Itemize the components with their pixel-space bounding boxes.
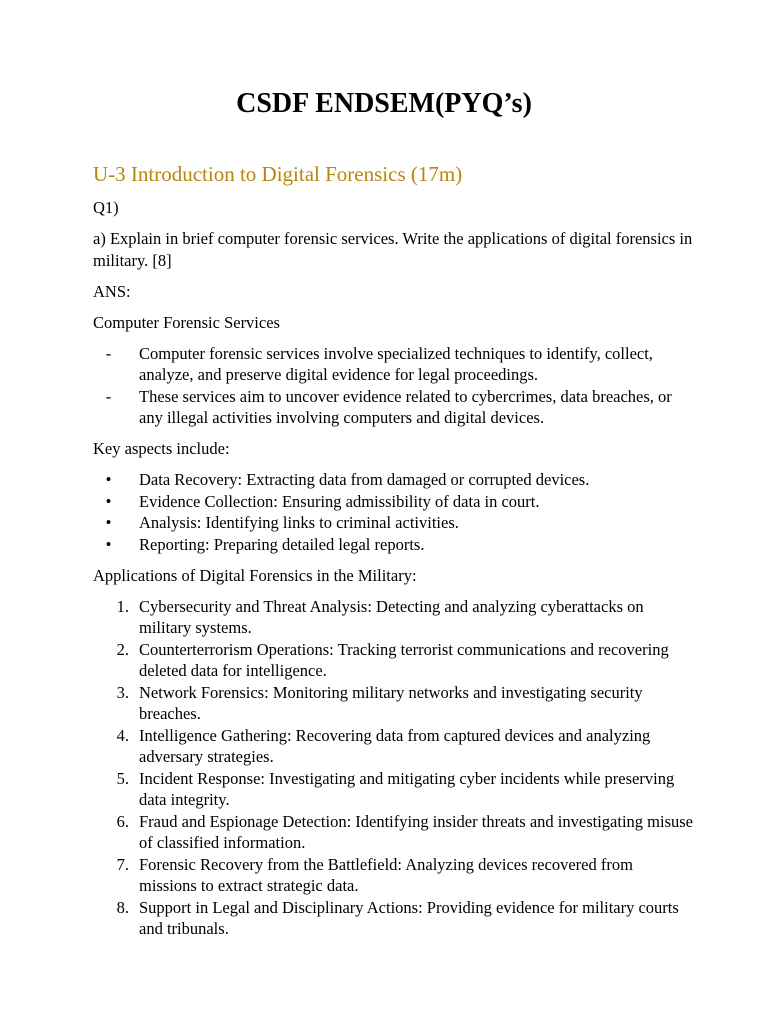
list-item <box>93 639 693 682</box>
answer-label: ANS: <box>93 281 131 301</box>
key-aspects-heading: Key aspects include: <box>93 439 230 458</box>
list-item <box>93 682 693 725</box>
list-number: 7. <box>116 854 129 874</box>
list-item <box>93 386 693 429</box>
list-item-text: Counterterrorism Operations: Tracking terrorist communications and recovering deleted data for intelligence. <box>139 639 669 680</box>
bullet-icon: • <box>105 513 112 532</box>
question-label: Q1) <box>93 198 119 217</box>
list-number: 5. <box>116 768 129 788</box>
services-heading: Computer Forensic Services <box>93 312 280 332</box>
list-item <box>93 811 693 854</box>
list-number: 2. <box>116 639 129 659</box>
list-item <box>93 897 693 940</box>
military-numbered-list <box>93 596 693 940</box>
list-item <box>93 854 693 897</box>
bullet-icon: • <box>105 491 112 511</box>
services-dash-list <box>93 343 693 429</box>
list-item <box>93 343 693 386</box>
document-body <box>93 197 693 949</box>
list-item-text: Cybersecurity and Threat Analysis: Detecting and analyzing cyberattacks on military systems. <box>139 596 644 637</box>
document-title: CSDF ENDSEM(PYQ’s) <box>236 88 532 119</box>
bullet-icon: • <box>105 470 112 489</box>
list-item-text: Forensic Recovery from the Battlefield: Analyzing devices recovered from missions to extract strategic data. <box>139 854 633 895</box>
list-item-text: Analysis: Identifying links to criminal activities. <box>139 513 459 532</box>
list-number: 4. <box>116 725 129 745</box>
list-item-text: Data Recovery: Extracting data from damaged or corrupted devices. <box>139 470 590 489</box>
key-aspects-bullet-list <box>93 469 693 555</box>
bullet-icon: • <box>105 534 112 554</box>
list-number: 8. <box>116 897 129 917</box>
list-item-text: Computer forensic services involve specialized techniques to identify, collect, analyze, and preserve digital evidence for legal proceedings. <box>139 343 653 384</box>
list-item <box>93 512 693 534</box>
list-number: 1. <box>116 596 129 616</box>
list-item-text: Incident Response: Investigating and mitigating cyber incidents while preserving data integrity. <box>139 768 675 809</box>
list-item <box>93 768 693 811</box>
list-item <box>93 491 693 513</box>
list-item <box>93 534 693 556</box>
question-text: a) Explain in brief computer forensic services. Write the applications of digital forensics in military. [8] <box>93 229 693 270</box>
list-number: 6. <box>116 811 129 831</box>
military-heading: Applications of Digital Forensics in the Military: <box>93 565 417 585</box>
dash-marker: - <box>105 343 112 363</box>
list-number: 3. <box>116 682 129 702</box>
list-item-text: Fraud and Espionage Detection: Identifying insider threats and investigating misuse of classified information. <box>139 811 693 852</box>
list-item <box>93 725 693 768</box>
list-item <box>93 596 693 639</box>
list-item-text: Support in Legal and Disciplinary Actions: Providing evidence for military courts and tribunals. <box>139 897 679 938</box>
dash-marker: - <box>105 386 112 406</box>
list-item-text: These services aim to uncover evidence related to cybercrimes, data breaches, or any illegal activities involving computers and digital devices. <box>139 386 672 427</box>
list-item <box>93 469 693 491</box>
list-item-text: Reporting: Preparing detailed legal reports. <box>139 534 425 554</box>
unit-heading: U-3 Introduction to Digital Forensics (17m) <box>93 162 463 186</box>
list-item-text: Network Forensics: Monitoring military networks and investigating security breaches. <box>139 682 643 723</box>
list-item-text: Intelligence Gathering: Recovering data from captured devices and analyzing adversary strategies. <box>139 725 651 766</box>
list-item-text: Evidence Collection: Ensuring admissibility of data in court. <box>139 491 540 511</box>
